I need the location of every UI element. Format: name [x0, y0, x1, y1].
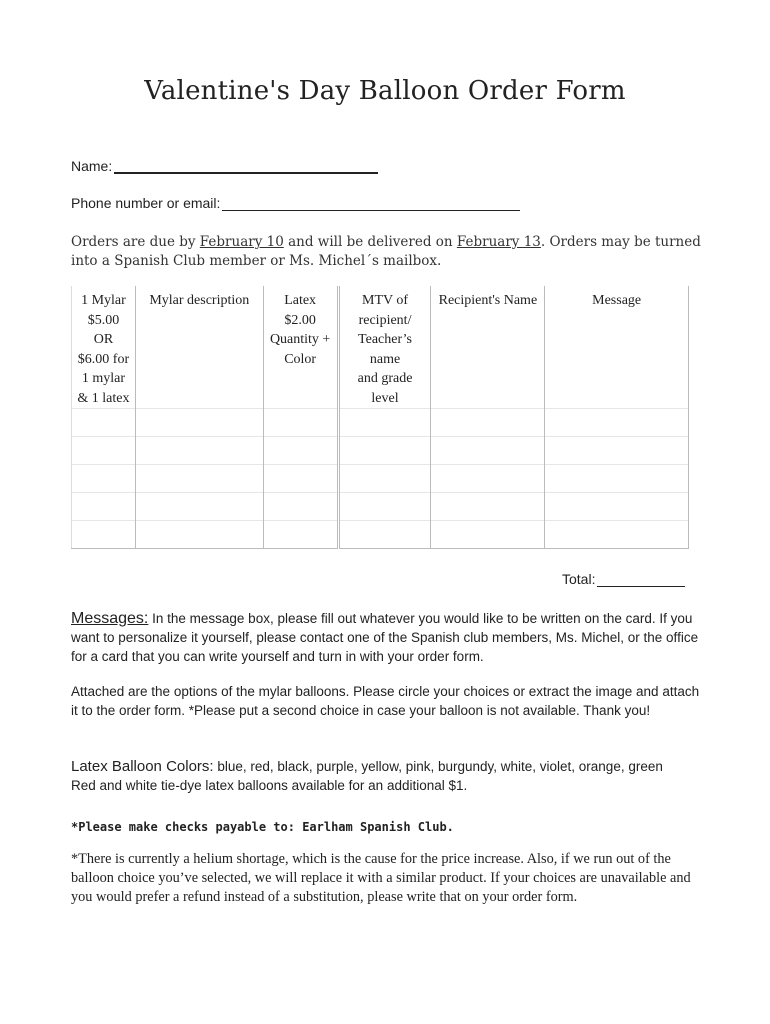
total-field[interactable] — [562, 571, 685, 587]
name-field[interactable] — [71, 158, 378, 174]
cell[interactable] — [338, 437, 431, 465]
order-row[interactable] — [72, 409, 689, 437]
order-row[interactable] — [72, 437, 689, 465]
total-label: Total: — [562, 571, 596, 587]
order-table-header-row — [72, 286, 689, 409]
header-line: & 1 latex — [77, 390, 130, 406]
cell[interactable] — [338, 465, 431, 493]
header-line: recipient/ — [358, 312, 412, 328]
cell[interactable] — [545, 437, 689, 465]
header-line: Mylar description — [149, 293, 250, 308]
cell[interactable] — [545, 409, 689, 437]
name-label: Name: — [71, 158, 113, 174]
cell[interactable] — [72, 437, 136, 465]
header-line: Teacher’s — [358, 332, 412, 347]
cell[interactable] — [431, 409, 545, 437]
due-date: February 10 — [199, 234, 284, 250]
cell[interactable] — [431, 437, 545, 465]
due-date-notice — [71, 233, 701, 271]
cell[interactable] — [431, 465, 545, 493]
phone-label: Phone number or email: — [71, 195, 221, 211]
messages-text: In the message box, please fill out whatever you would like to be written on the card. If you want to personalize it yourself, please contact one of the Spanish club members, Ms. Michel, or the office for a card that you can write yourself and turn in with your order form. — [71, 611, 699, 664]
header-latex — [263, 286, 338, 409]
latex-colors-heading: Latex Balloon Colors: — [71, 758, 214, 775]
cell[interactable] — [338, 521, 431, 549]
header-line: name — [369, 351, 401, 367]
due-text-1: Orders are due by — [71, 234, 200, 250]
tie-dye-note: Red and white tie-dye latex balloons available for an additional $1. — [71, 778, 468, 793]
header-line: Message — [592, 293, 642, 308]
cell[interactable] — [338, 409, 431, 437]
messages-heading: Messages: — [71, 610, 149, 627]
messages-paragraph — [71, 609, 701, 666]
header-line: Color — [284, 351, 317, 367]
header-line: Latex — [284, 293, 317, 308]
cell[interactable] — [72, 409, 136, 437]
due-text-2: and will be delivered on — [283, 234, 457, 250]
latex-colors-line — [71, 757, 701, 776]
latex-colors-paragraph — [71, 757, 701, 795]
order-row[interactable] — [72, 465, 689, 493]
delivery-date: February 13 — [456, 234, 541, 250]
order-row[interactable] — [72, 521, 689, 549]
cell[interactable] — [431, 493, 545, 521]
order-table — [71, 286, 689, 549]
phone-field[interactable] — [71, 195, 520, 211]
cell[interactable] — [72, 521, 136, 549]
header-message — [545, 286, 689, 409]
cell[interactable] — [338, 493, 431, 521]
name-blank-line[interactable] — [114, 160, 378, 174]
header-line: 1 Mylar — [81, 293, 126, 308]
header-line: $2.00 — [284, 312, 316, 328]
cell[interactable] — [72, 493, 136, 521]
header-line: $5.00 — [87, 312, 120, 328]
header-line: level — [371, 390, 399, 406]
header-line: and grade — [357, 371, 413, 386]
cell[interactable] — [545, 521, 689, 549]
cell[interactable] — [72, 465, 136, 493]
due-text-3: . Orders may be turned into a Spanish Club member or Ms. Michel´s mailbox. — [71, 234, 701, 269]
cell[interactable] — [135, 465, 263, 493]
latex-colors-list: blue, red, black, purple, yellow, pink, burgundy, white, violet, orange, green — [213, 759, 663, 774]
form-title: Valentine's Day Balloon Order Form — [144, 76, 626, 106]
cell[interactable] — [135, 521, 263, 549]
header-line: Recipient's Name — [438, 293, 538, 308]
header-mtv — [338, 286, 431, 409]
cell[interactable] — [135, 409, 263, 437]
cell[interactable] — [263, 493, 338, 521]
header-line: 1 mylar — [81, 371, 126, 386]
order-row[interactable] — [72, 493, 689, 521]
cell[interactable] — [135, 437, 263, 465]
checks-payable-note: *Please make checks payable to: Earlham Spanish Club. — [71, 820, 454, 834]
header-mylar-description — [135, 286, 263, 409]
cell[interactable] — [431, 521, 545, 549]
header-line: OR — [93, 332, 114, 347]
cell[interactable] — [263, 465, 338, 493]
header-mylar-price — [72, 286, 136, 409]
cell[interactable] — [135, 493, 263, 521]
cell[interactable] — [545, 465, 689, 493]
phone-blank-line[interactable] — [222, 197, 520, 211]
attached-paragraph: Attached are the options of the mylar balloons. Please circle your choices or extract the image and attach it to the order form. *Please put a second choice in case your balloon is not available. Thank you! — [71, 684, 700, 718]
header-line: Quantity + — [269, 332, 331, 347]
header-line: MTV of — [362, 293, 409, 308]
cell[interactable] — [545, 493, 689, 521]
helium-shortage-note: *There is currently a helium shortage, which is the cause for the price increase. Also, if we run out of the balloon choice you’ve selected, we will replace it with a similar product. If your choices are unavailable and you would prefer a refund instead of a substitution, please write that on your order form. — [71, 851, 691, 905]
cell[interactable] — [263, 521, 338, 549]
cell[interactable] — [263, 409, 338, 437]
header-line: $6.00 for — [77, 351, 130, 367]
total-blank-line[interactable] — [597, 573, 685, 587]
header-recipient-name — [431, 286, 545, 409]
cell[interactable] — [263, 437, 338, 465]
